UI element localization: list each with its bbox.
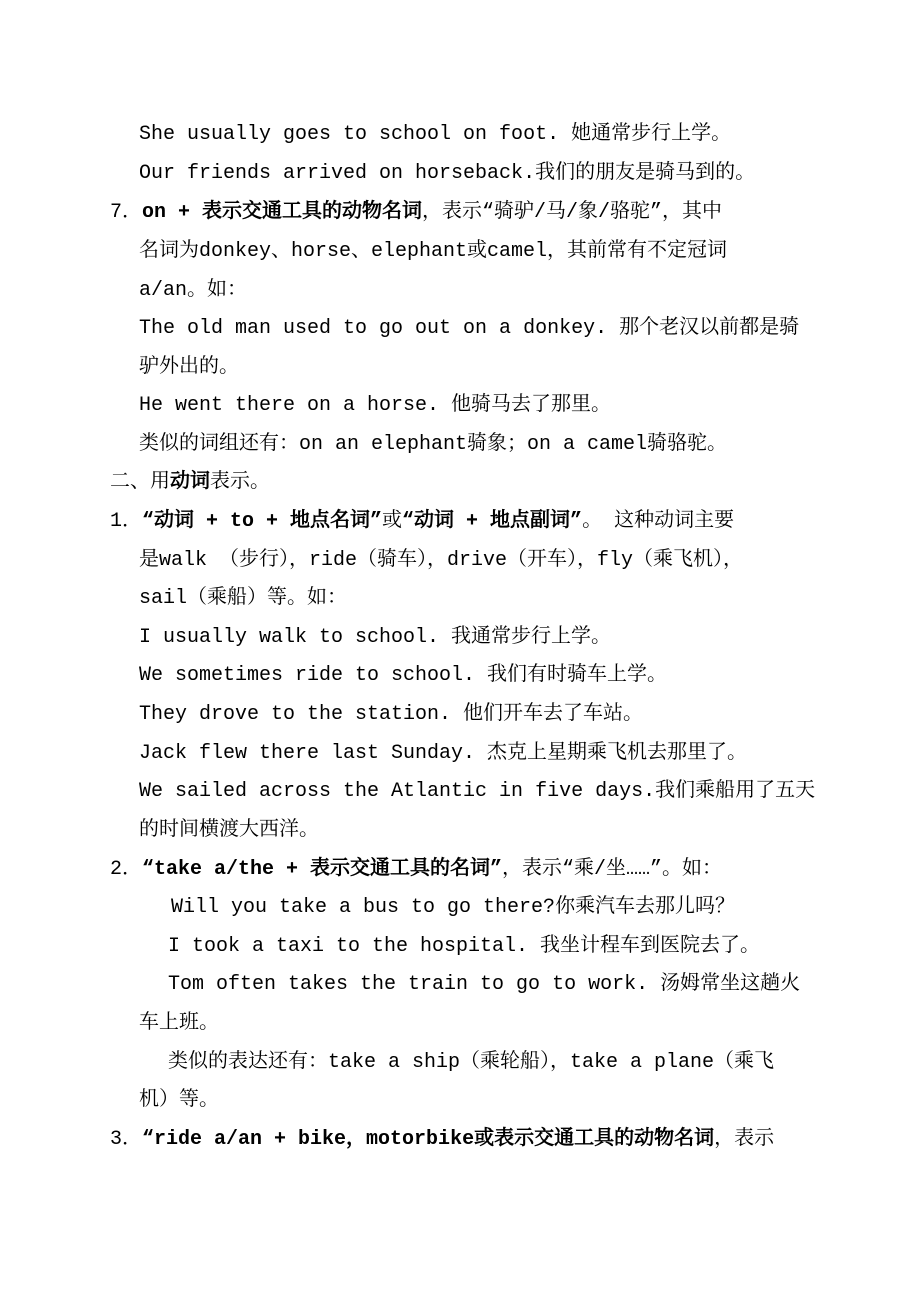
- list-number: 2．: [110, 858, 143, 881]
- example-sentence: 驴外出的。: [139, 356, 239, 379]
- example-sentence: We sometimes ride to school. 我们有时骑车上学。: [139, 664, 668, 687]
- rule-text: 。 这种动词主要: [582, 510, 735, 533]
- rule-heading: “take a/the + 表示交通工具的名词”: [142, 858, 503, 881]
- rule-text: ，表示: [714, 1128, 775, 1151]
- example-sentence: Will you take a bus to go there?你乘汽车去那儿吗？: [171, 896, 736, 919]
- list-number: 7．: [110, 201, 143, 224]
- example-sentence: I usually walk to school. 我通常步行上学。: [139, 626, 612, 649]
- rule-text: 名词为donkey、horse、elephant或camel，其前常有不定冠词: [139, 240, 728, 263]
- rule-heading: “ride a/an + bike，motorbike或表示交通工具的动物名词: [142, 1128, 715, 1151]
- example-sentence: Our friends arrived on horseback.我们的朋友是骑马到的。: [139, 162, 756, 185]
- list-item-1: [110, 509, 734, 535]
- example-sentence: 的时间横渡大西洋。: [139, 819, 319, 842]
- list-item-2: [110, 857, 722, 883]
- example-sentence: Tom often takes the train to go to work. 汤姆常坐这趟火: [168, 973, 801, 996]
- rule-text: 或: [382, 510, 403, 533]
- rule-heading: on + 表示交通工具的动物名词: [142, 201, 423, 224]
- example-sentence: We sailed across the Atlantic in five days.我们乘船用了五天: [139, 780, 816, 803]
- example-sentence: I took a taxi to the hospital. 我坐计程车到医院去了。: [168, 935, 761, 958]
- example-sentence: 车上班。: [139, 1012, 219, 1035]
- rule-text: a/an。如：: [139, 279, 248, 302]
- rule-text: sail（乘船）等。如：: [139, 587, 348, 610]
- rule-heading: “动词 + 地点副词”: [402, 510, 583, 533]
- example-sentence: The old man used to go out on a donkey. 那个老汉以前都是骑: [139, 317, 800, 340]
- section-suffix: 表示。: [210, 471, 270, 494]
- section-heading: [110, 470, 270, 496]
- note-text: 类似的表达还有：take a ship（乘轮船），take a plane（乘飞: [168, 1051, 775, 1074]
- list-item-7: [110, 200, 722, 226]
- section-keyword: 动词: [170, 471, 210, 494]
- rule-text: ，表示“骑驴/马/象/骆驼”，其中: [422, 201, 723, 224]
- rule-text: ，表示“乘/坐……”。如：: [502, 858, 723, 881]
- example-sentence: They drove to the station. 他们开车去了车站。: [139, 703, 644, 726]
- list-number: 3．: [110, 1128, 143, 1151]
- example-sentence: He went there on a horse. 他骑马去了那里。: [139, 394, 612, 417]
- note-text: 类似的词组还有：on an elephant骑象；on a camel骑骆驼。: [139, 433, 728, 456]
- example-sentence: She usually goes to school on foot. 她通常步行上学。: [139, 123, 732, 146]
- list-number: 1．: [110, 510, 143, 533]
- example-sentence: Jack flew there last Sunday. 杰克上星期乘飞机去那里了。: [139, 742, 748, 765]
- rule-text: 是walk （步行），ride（骑车），drive（开车），fly（乘飞机），: [139, 549, 744, 572]
- section-prefix: 二、用: [110, 471, 170, 494]
- note-text: 机）等。: [139, 1089, 219, 1112]
- list-item-3: [110, 1127, 774, 1153]
- rule-heading: “动词 + to + 地点名词”: [142, 510, 383, 533]
